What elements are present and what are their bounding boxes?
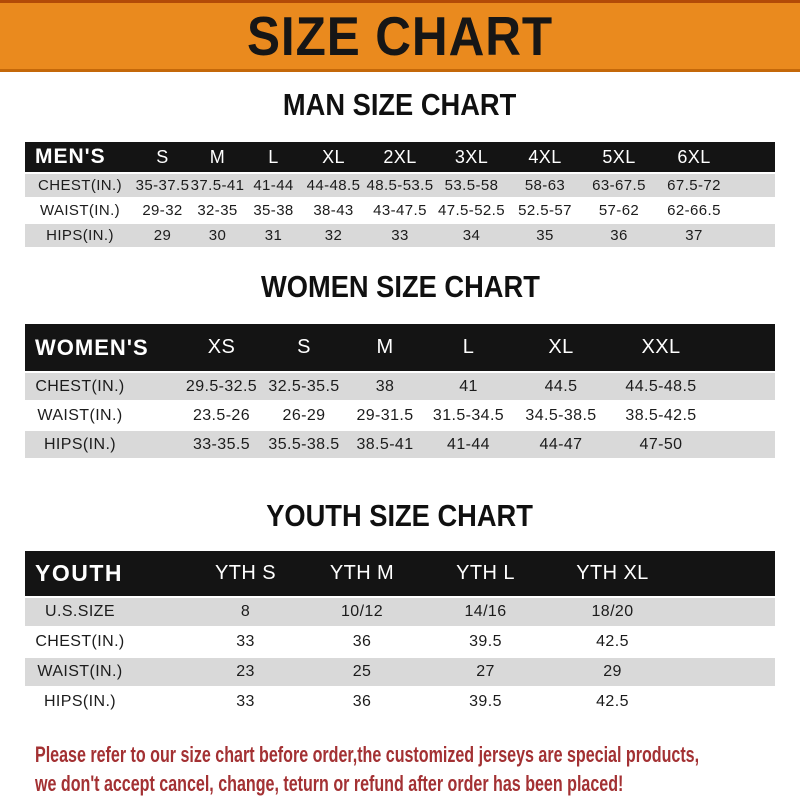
value-cell: 35.5-38.5	[268, 435, 340, 453]
value-cell: 8	[240, 603, 251, 620]
value-cell: 41	[459, 377, 478, 395]
value-cell: 35	[536, 227, 554, 244]
youth-header-row	[25, 551, 775, 596]
value-cell: 38	[375, 377, 395, 395]
value-cell: 41-44	[253, 177, 294, 194]
column-header-cell: 6XL	[677, 146, 711, 167]
column-header-cell: M	[209, 146, 226, 167]
column-header-cell: YTH M	[329, 562, 395, 584]
youth-hips-row	[25, 688, 775, 716]
column-header-cell: L	[462, 336, 475, 358]
value-cell: 48.5-53.5	[366, 177, 434, 194]
women-header-row	[25, 324, 775, 371]
value-cell: 14/16	[464, 603, 507, 620]
value-cell: 33	[236, 633, 255, 650]
value-cell: 33	[391, 227, 409, 244]
men-waist-row	[25, 199, 775, 222]
value-cell: 31	[264, 227, 283, 244]
column-header-cell: XXL	[641, 336, 681, 358]
column-header-cell: YTH S	[215, 562, 276, 584]
column-header-cell: YTH L	[456, 562, 515, 584]
value-cell: 30	[208, 227, 227, 244]
value-cell: 38-43	[313, 202, 354, 219]
column-header-cell: S	[297, 336, 311, 358]
value-cell: 44-47	[539, 435, 583, 453]
value-cell: 33-35.5	[192, 435, 251, 453]
youth-ussize-row	[25, 598, 775, 626]
men-hips-row	[25, 224, 775, 247]
value-cell: 32-35	[197, 202, 238, 219]
youth-section-title	[0, 500, 800, 535]
women-section-title	[0, 271, 800, 306]
value-cell: 29	[153, 227, 172, 244]
men-category-header: MEN'S	[35, 145, 106, 168]
row-label-cell: HIPS(IN.)	[43, 435, 117, 453]
column-header-cell: 4XL	[528, 146, 562, 167]
value-cell: 34	[462, 227, 481, 244]
row-label-cell: WAIST(IN.)	[37, 406, 123, 424]
value-cell: 18/20	[591, 603, 634, 620]
value-cell: 67.5-72	[667, 177, 721, 194]
value-cell: 32	[324, 227, 343, 244]
youth-category-header: YOUTH	[35, 560, 123, 586]
youth-chest-row	[25, 628, 775, 656]
row-label-cell: HIPS(IN.)	[46, 227, 114, 244]
value-cell: 42.5	[596, 693, 629, 710]
value-cell: 27	[476, 663, 495, 680]
value-cell: 44.5-48.5	[625, 377, 697, 395]
value-cell: 23	[236, 663, 255, 680]
men-chest-row	[25, 174, 775, 197]
women-hips-row	[25, 431, 775, 458]
banner-title: SIZE CHART	[247, 4, 553, 67]
column-header-cell: 2XL	[383, 146, 417, 167]
column-header-cell: L	[268, 146, 279, 167]
disclaimer-line-1: Please refer to our size chart before order,the customized jerseys are special products,	[35, 742, 700, 767]
value-cell: 47.5-52.5	[438, 202, 505, 219]
men-header-row	[25, 142, 775, 172]
value-cell: 44-48.5	[306, 177, 361, 194]
value-cell: 42.5	[596, 633, 629, 650]
column-header-cell: XS	[207, 336, 236, 358]
value-cell: 53.5-58	[444, 177, 499, 194]
row-label-cell: WAIST(IN.)	[37, 663, 123, 680]
women-size-table	[25, 324, 775, 458]
value-cell: 37	[685, 227, 703, 244]
youth-section-title-text: YOUTH SIZE CHART	[266, 498, 534, 533]
women-chest-row	[25, 373, 775, 400]
value-cell: 37.5-41	[190, 177, 245, 194]
value-cell: 38.5-41	[356, 435, 414, 453]
value-cell: 10/12	[340, 603, 384, 620]
youth-size-table	[25, 551, 775, 716]
value-cell: 58-63	[524, 177, 566, 194]
value-cell: 44.5	[544, 377, 578, 395]
value-cell: 39.5	[469, 693, 502, 710]
row-label-cell: CHEST(IN.)	[35, 633, 125, 650]
value-cell: 33	[236, 693, 255, 710]
value-cell: 34.5-38.5	[525, 406, 597, 424]
value-cell: 36	[352, 693, 372, 710]
value-cell: 36	[352, 633, 372, 650]
value-cell: 63-67.5	[592, 177, 646, 194]
women-waist-row	[25, 402, 775, 429]
column-header-cell: YTH XL	[576, 562, 649, 584]
men-size-table	[25, 142, 775, 247]
value-cell: 31.5-34.5	[432, 406, 505, 424]
value-cell: 41-44	[447, 435, 490, 453]
value-cell: 43-47.5	[373, 202, 427, 219]
row-label-cell: CHEST(IN.)	[38, 177, 122, 194]
disclaimer-line-2: we don't accept cancel, change, teturn or refund after order has been placed!	[35, 771, 624, 796]
column-header-cell: S	[156, 146, 169, 167]
value-cell: 29-32	[142, 202, 183, 219]
column-header-cell: XL	[322, 146, 345, 167]
column-header-cell: 5XL	[602, 146, 636, 167]
value-cell: 29-31.5	[356, 406, 414, 424]
value-cell: 57-62	[598, 202, 640, 219]
value-cell: 29.5-32.5	[185, 377, 258, 395]
column-header-cell: M	[376, 336, 394, 358]
man-section-title	[0, 89, 800, 124]
value-cell: 39.5	[469, 633, 502, 650]
row-label-cell: HIPS(IN.)	[43, 693, 117, 710]
value-cell: 26-29	[282, 406, 326, 424]
disclaimer	[0, 740, 800, 798]
value-cell: 35-38	[253, 202, 294, 219]
row-label-cell: U.S.SIZE	[45, 603, 115, 620]
value-cell: 35-37.5	[135, 177, 190, 194]
women-section-title-text: WOMEN SIZE CHART	[260, 269, 540, 304]
youth-waist-row	[25, 658, 775, 686]
value-cell: 52.5-57	[518, 202, 572, 219]
women-category-header: WOMEN'S	[35, 334, 149, 360]
banner	[0, 0, 800, 72]
value-cell: 29	[603, 663, 622, 680]
value-cell: 38.5-42.5	[625, 406, 697, 424]
row-label-cell: CHEST(IN.)	[35, 377, 125, 395]
man-section-title-text: MAN SIZE CHART	[283, 87, 517, 122]
value-cell: 32.5-35.5	[268, 377, 340, 395]
value-cell: 62-66.5	[667, 202, 721, 219]
value-cell: 25	[352, 663, 372, 680]
column-header-cell: 3XL	[454, 146, 489, 167]
value-cell: 47-50	[639, 435, 683, 453]
column-header-cell: XL	[548, 336, 574, 358]
row-label-cell: WAIST(IN.)	[39, 202, 121, 219]
value-cell: 23.5-26	[192, 406, 251, 424]
value-cell: 36	[610, 227, 628, 244]
